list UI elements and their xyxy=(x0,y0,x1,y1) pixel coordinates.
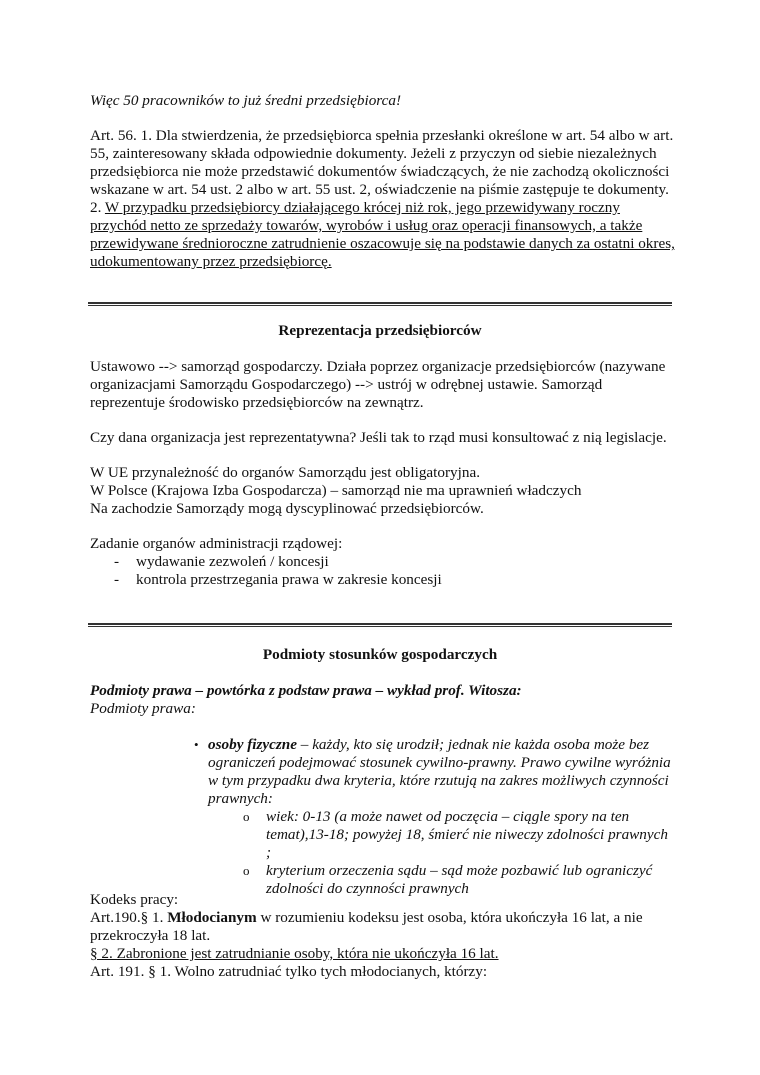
representation-para-3-line-3: Na zachodzie Samorządy mogą dyscyplinować przedsiębiorców. xyxy=(90,500,484,517)
section-heading-entities: Podmioty stosunków gospodarczych xyxy=(262,646,498,663)
sub-item-age: o wiek: 0-13 (a może nawet od poczęcia – ciągle spory na ten temat),13-18; powyżej 18, śmierć nie niweczy zdolności prawnych ; xyxy=(243,808,668,861)
sub-item-court: o kryterium orzeczenia sądu – sąd może pozbawić lub ograniczyć zdolności do czynności prawnych xyxy=(243,862,653,897)
dash-marker: - xyxy=(114,553,120,570)
section-heading-representation: Reprezentacja przedsiębiorców xyxy=(278,322,482,339)
entities-subtitles xyxy=(90,682,680,718)
list-item: - kontrola przestrzegania prawa w zakresie koncesji xyxy=(114,571,442,588)
art56-paragraph-1: Art. 56. 1. Dla stwierdzenia, że przedsiębiorca spełnia przesłanki określone w art. 54 albo w art. 55, zainteresowany składa odpowiednie dokumenty. Jeżeli z przyczyn od siebie niezależnych przedsiębiorca nie może przedstawić dokumentów świadczących, że nie zachodzą okoliczności wskazane w art. 54 ust. 2 albo w art. 55 ust. 2, oświadczenie na piśmie zastępuje te dokumenty. xyxy=(90,127,674,198)
labor-code-title: Kodeks pracy: xyxy=(90,891,179,908)
section-divider xyxy=(88,623,672,627)
sub-bullet-marker: o xyxy=(243,809,250,824)
natural-persons-term: osoby fizyczne xyxy=(208,736,297,753)
natural-persons-bullet xyxy=(196,736,674,898)
art190-paragraph-2: § 2. Zabronione jest zatrudnianie osoby, która nie ukończyła 16 lat. xyxy=(90,945,499,962)
art190-paragraph: Art.190.§ 1. Młodocianym w rozumieniu kodeksu jest osoba, która ukończyła 16 lat, a nie przekroczyła 18 lat. xyxy=(90,909,643,944)
art191-paragraph: Art. 191. § 1. Wolno zatrudniać tylko tych młodocianych, którzy: xyxy=(90,963,488,980)
art56-paragraph-2-text: W przypadku przedsiębiorcy działającego krócej niż rok, jego przewidywany roczny przychód netto ze sprzedaży towarów, wyrobów i usług oraz operacji finansowych, a także przewidywane średnioroczne zatrudnienie oszacowuje się na podstawie danych za ostatni okres, udokumentowany przez przedsiębiorcę. xyxy=(90,199,675,270)
natural-persons-text: osoby fizyczne – każdy, kto się urodził; jednak nie każda osoba może bez ograniczeń podejmować stosunek cywilno-prawny. Prawo cywilne wyróżnia w tym przypadku dwa kryteria, które rzutują na zakres możliwych czynności prawnych: xyxy=(208,736,671,807)
bullet-marker: • xyxy=(194,737,199,752)
representation-body xyxy=(90,358,680,589)
tasks-list xyxy=(90,553,680,589)
labor-code-block xyxy=(90,891,680,981)
section-divider xyxy=(88,302,672,306)
art56-paragraph-2 xyxy=(90,199,680,271)
art190-term: Młodocianym xyxy=(167,909,257,926)
art56-block xyxy=(90,127,680,271)
entities-subtitle: Podmioty prawa – powtórka z podstaw prawa – wykład prof. Witosza: xyxy=(90,682,522,699)
art56-paragraph-2-number: 2. xyxy=(90,199,105,216)
tasks-title: Zadanie organów administracji rządowej: xyxy=(90,535,343,552)
list-item: - wydawanie zezwoleń / koncesji xyxy=(114,553,329,570)
sub-bullet-marker: o xyxy=(243,863,250,878)
dash-marker: - xyxy=(114,571,120,588)
representation-para-1: Ustawowo --> samorząd gospodarczy. Działa poprzez organizacje przedsiębiorców (nazywane organizacjami Samorządu Gospodarczego) --> ustrój w odrębnej ustawie. Samorząd reprezentuje środowisko przedsiębiorców na zewnątrz. xyxy=(90,358,666,411)
representation-para-3-line-1: W UE przynależność do organów Samorządu jest obligatoryjna. xyxy=(90,464,480,481)
representation-para-3-line-2: W Polsce (Krajowa Izba Gospodarcza) – samorząd nie ma uprawnień władczych xyxy=(90,482,582,499)
entities-subtitle-2: Podmioty prawa: xyxy=(90,700,196,717)
intro-line: Więc 50 pracowników to już średni przedsiębiorca! xyxy=(90,92,402,109)
representation-para-2: Czy dana organizacja jest reprezentatywna? Jeśli tak to rząd musi konsultować z nią legislacje. xyxy=(90,429,667,446)
